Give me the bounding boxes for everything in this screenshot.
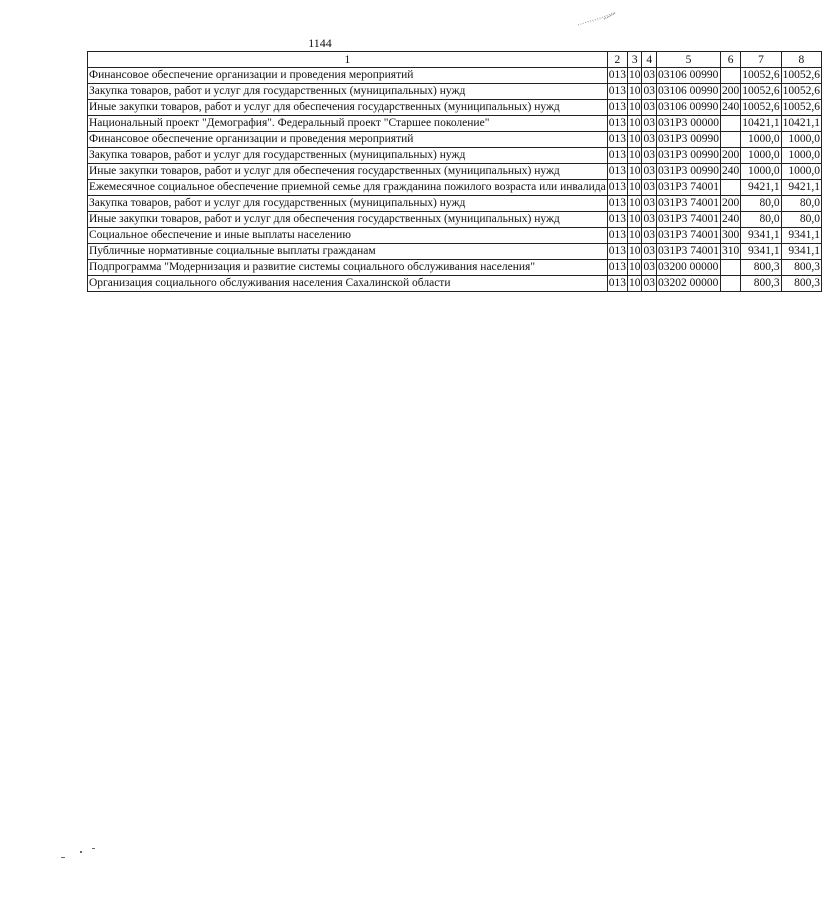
amount-cell: 80,0 xyxy=(781,212,821,228)
target-article-code-cell: 03200 00000 xyxy=(656,260,720,276)
item-name-cell: Организация социального обслуживания населения Сахалинской области xyxy=(88,276,608,292)
table-row xyxy=(88,196,822,212)
subsection-code-cell: 03 xyxy=(642,84,657,100)
ministry-code-cell: 013 xyxy=(607,84,627,100)
expense-type-code-cell: 200 xyxy=(721,84,741,100)
table-row xyxy=(88,276,822,292)
item-name-cell: Закупка товаров, работ и услуг для государственных (муниципальных) нужд xyxy=(88,196,608,212)
ministry-code-cell: 013 xyxy=(607,276,627,292)
expense-type-code-cell: 240 xyxy=(721,212,741,228)
amount-cell: 10052,6 xyxy=(781,84,821,100)
subsection-code-cell: 03 xyxy=(642,260,657,276)
table-header-row xyxy=(88,52,822,68)
expense-type-code-cell xyxy=(721,132,741,148)
amount-cell: 10052,6 xyxy=(781,68,821,84)
section-code-cell: 10 xyxy=(627,164,642,180)
amount-cell: 80,0 xyxy=(781,196,821,212)
budget-table xyxy=(87,51,822,292)
amount-cell: 80,0 xyxy=(741,196,781,212)
column-header: 7 xyxy=(741,52,781,68)
item-name-cell: Финансовое обеспечение организации и проведения мероприятий xyxy=(88,132,608,148)
item-name-cell: Социальное обеспечение и иные выплаты населению xyxy=(88,228,608,244)
section-code-cell: 10 xyxy=(627,116,642,132)
amount-cell: 10052,6 xyxy=(741,68,781,84)
scan-speck-icon xyxy=(61,857,65,858)
target-article-code-cell: 031P3 74001 xyxy=(656,244,720,260)
expense-type-code-cell: 240 xyxy=(721,164,741,180)
item-name-cell: Иные закупки товаров, работ и услуг для обеспечения государственных (муниципальных) нужд xyxy=(88,212,608,228)
table-row xyxy=(88,148,822,164)
expense-type-code-cell xyxy=(721,276,741,292)
expense-type-code-cell: 300 xyxy=(721,228,741,244)
amount-cell: 9421,1 xyxy=(741,180,781,196)
subsection-code-cell: 03 xyxy=(642,100,657,116)
ministry-code-cell: 013 xyxy=(607,196,627,212)
target-article-code-cell: 031P3 00990 xyxy=(656,148,720,164)
amount-cell: 1000,0 xyxy=(781,132,821,148)
ministry-code-cell: 013 xyxy=(607,132,627,148)
subsection-code-cell: 03 xyxy=(642,180,657,196)
column-header: 5 xyxy=(656,52,720,68)
table-row xyxy=(88,244,822,260)
subsection-code-cell: 03 xyxy=(642,196,657,212)
ministry-code-cell: 013 xyxy=(607,244,627,260)
section-code-cell: 10 xyxy=(627,180,642,196)
target-article-code-cell: 031P3 00990 xyxy=(656,132,720,148)
amount-cell: 800,3 xyxy=(781,276,821,292)
table-row xyxy=(88,260,822,276)
expense-type-code-cell: 310 xyxy=(721,244,741,260)
section-code-cell: 10 xyxy=(627,84,642,100)
target-article-code-cell: 03106 00990 xyxy=(656,100,720,116)
section-code-cell: 10 xyxy=(627,212,642,228)
amount-cell: 1000,0 xyxy=(781,164,821,180)
expense-type-code-cell: 240 xyxy=(721,100,741,116)
ministry-code-cell: 013 xyxy=(607,228,627,244)
ministry-code-cell: 013 xyxy=(607,100,627,116)
item-name-cell: Закупка товаров, работ и услуг для государственных (муниципальных) нужд xyxy=(88,148,608,164)
section-code-cell: 10 xyxy=(627,196,642,212)
section-code-cell: 10 xyxy=(627,228,642,244)
target-article-code-cell: 031P3 74001 xyxy=(656,180,720,196)
section-code-cell: 10 xyxy=(627,132,642,148)
table-row xyxy=(88,132,822,148)
amount-cell: 800,3 xyxy=(741,260,781,276)
target-article-code-cell: 031P3 74001 xyxy=(656,228,720,244)
ministry-code-cell: 013 xyxy=(607,68,627,84)
section-code-cell: 10 xyxy=(627,276,642,292)
ministry-code-cell: 013 xyxy=(607,148,627,164)
amount-cell: 9341,1 xyxy=(741,228,781,244)
target-article-code-cell: 03202 00000 xyxy=(656,276,720,292)
target-article-code-cell: 031P3 74001 xyxy=(656,212,720,228)
amount-cell: 9341,1 xyxy=(781,228,821,244)
subsection-code-cell: 03 xyxy=(642,148,657,164)
subsection-code-cell: 03 xyxy=(642,212,657,228)
column-header: 2 xyxy=(607,52,627,68)
amount-cell: 1000,0 xyxy=(741,164,781,180)
column-header: 3 xyxy=(627,52,642,68)
expense-type-code-cell xyxy=(721,116,741,132)
item-name-cell: Подпрограмма "Модернизация и развитие системы социального обслуживания населения" xyxy=(88,260,608,276)
scan-speck-icon xyxy=(80,851,82,853)
expense-type-code-cell xyxy=(721,260,741,276)
table-row xyxy=(88,116,822,132)
target-article-code-cell: 03106 00990 xyxy=(656,84,720,100)
expense-type-code-cell: 200 xyxy=(721,148,741,164)
amount-cell: 10052,6 xyxy=(741,100,781,116)
section-code-cell: 10 xyxy=(627,68,642,84)
column-header: 4 xyxy=(642,52,657,68)
expense-type-code-cell xyxy=(721,68,741,84)
table-row xyxy=(88,164,822,180)
target-article-code-cell: 031P3 00990 xyxy=(656,164,720,180)
amount-cell: 800,3 xyxy=(741,276,781,292)
item-name-cell: Иные закупки товаров, работ и услуг для обеспечения государственных (муниципальных) нужд xyxy=(88,164,608,180)
ministry-code-cell: 013 xyxy=(607,180,627,196)
section-code-cell: 10 xyxy=(627,148,642,164)
amount-cell: 10052,6 xyxy=(741,84,781,100)
table-row xyxy=(88,180,822,196)
amount-cell: 10052,6 xyxy=(781,100,821,116)
amount-cell: 1000,0 xyxy=(741,148,781,164)
section-code-cell: 10 xyxy=(627,244,642,260)
target-article-code-cell: 031P3 00000 xyxy=(656,116,720,132)
column-header: 1 xyxy=(88,52,608,68)
subsection-code-cell: 03 xyxy=(642,228,657,244)
ministry-code-cell: 013 xyxy=(607,260,627,276)
table-row xyxy=(88,212,822,228)
amount-cell: 9341,1 xyxy=(781,244,821,260)
item-name-cell: Иные закупки товаров, работ и услуг для обеспечения государственных (муниципальных) нужд xyxy=(88,100,608,116)
table-row xyxy=(88,68,822,84)
amount-cell: 1000,0 xyxy=(781,148,821,164)
scan-artifact-icon xyxy=(576,10,618,28)
table-row xyxy=(88,228,822,244)
amount-cell: 9421,1 xyxy=(781,180,821,196)
amount-cell: 9341,1 xyxy=(741,244,781,260)
target-article-code-cell: 031P3 74001 xyxy=(656,196,720,212)
subsection-code-cell: 03 xyxy=(642,116,657,132)
subsection-code-cell: 03 xyxy=(642,244,657,260)
amount-cell: 800,3 xyxy=(781,260,821,276)
subsection-code-cell: 03 xyxy=(642,68,657,84)
table-body xyxy=(88,68,822,292)
amount-cell: 80,0 xyxy=(741,212,781,228)
page-number: 1144 xyxy=(308,36,332,50)
item-name-cell: Финансовое обеспечение организации и проведения мероприятий xyxy=(88,68,608,84)
amount-cell: 10421,1 xyxy=(741,116,781,132)
subsection-code-cell: 03 xyxy=(642,164,657,180)
ministry-code-cell: 013 xyxy=(607,116,627,132)
amount-cell: 1000,0 xyxy=(741,132,781,148)
amount-cell: 10421,1 xyxy=(781,116,821,132)
column-header: 8 xyxy=(781,52,821,68)
ministry-code-cell: 013 xyxy=(607,212,627,228)
ministry-code-cell: 013 xyxy=(607,164,627,180)
table-row xyxy=(88,84,822,100)
subsection-code-cell: 03 xyxy=(642,276,657,292)
target-article-code-cell: 03106 00990 xyxy=(656,68,720,84)
table-row xyxy=(88,100,822,116)
scan-speck-icon xyxy=(92,848,95,849)
item-name-cell: Ежемесячное социальное обеспечение приемной семье для гражданина пожилого возраста или инвалида xyxy=(88,180,608,196)
expense-type-code-cell: 200 xyxy=(721,196,741,212)
column-header: 6 xyxy=(721,52,741,68)
item-name-cell: Публичные нормативные социальные выплаты гражданам xyxy=(88,244,608,260)
section-code-cell: 10 xyxy=(627,260,642,276)
expense-type-code-cell xyxy=(721,180,741,196)
subsection-code-cell: 03 xyxy=(642,132,657,148)
item-name-cell: Национальный проект "Демография". Федеральный проект "Старшее поколение" xyxy=(88,116,608,132)
section-code-cell: 10 xyxy=(627,100,642,116)
item-name-cell: Закупка товаров, работ и услуг для государственных (муниципальных) нужд xyxy=(88,84,608,100)
